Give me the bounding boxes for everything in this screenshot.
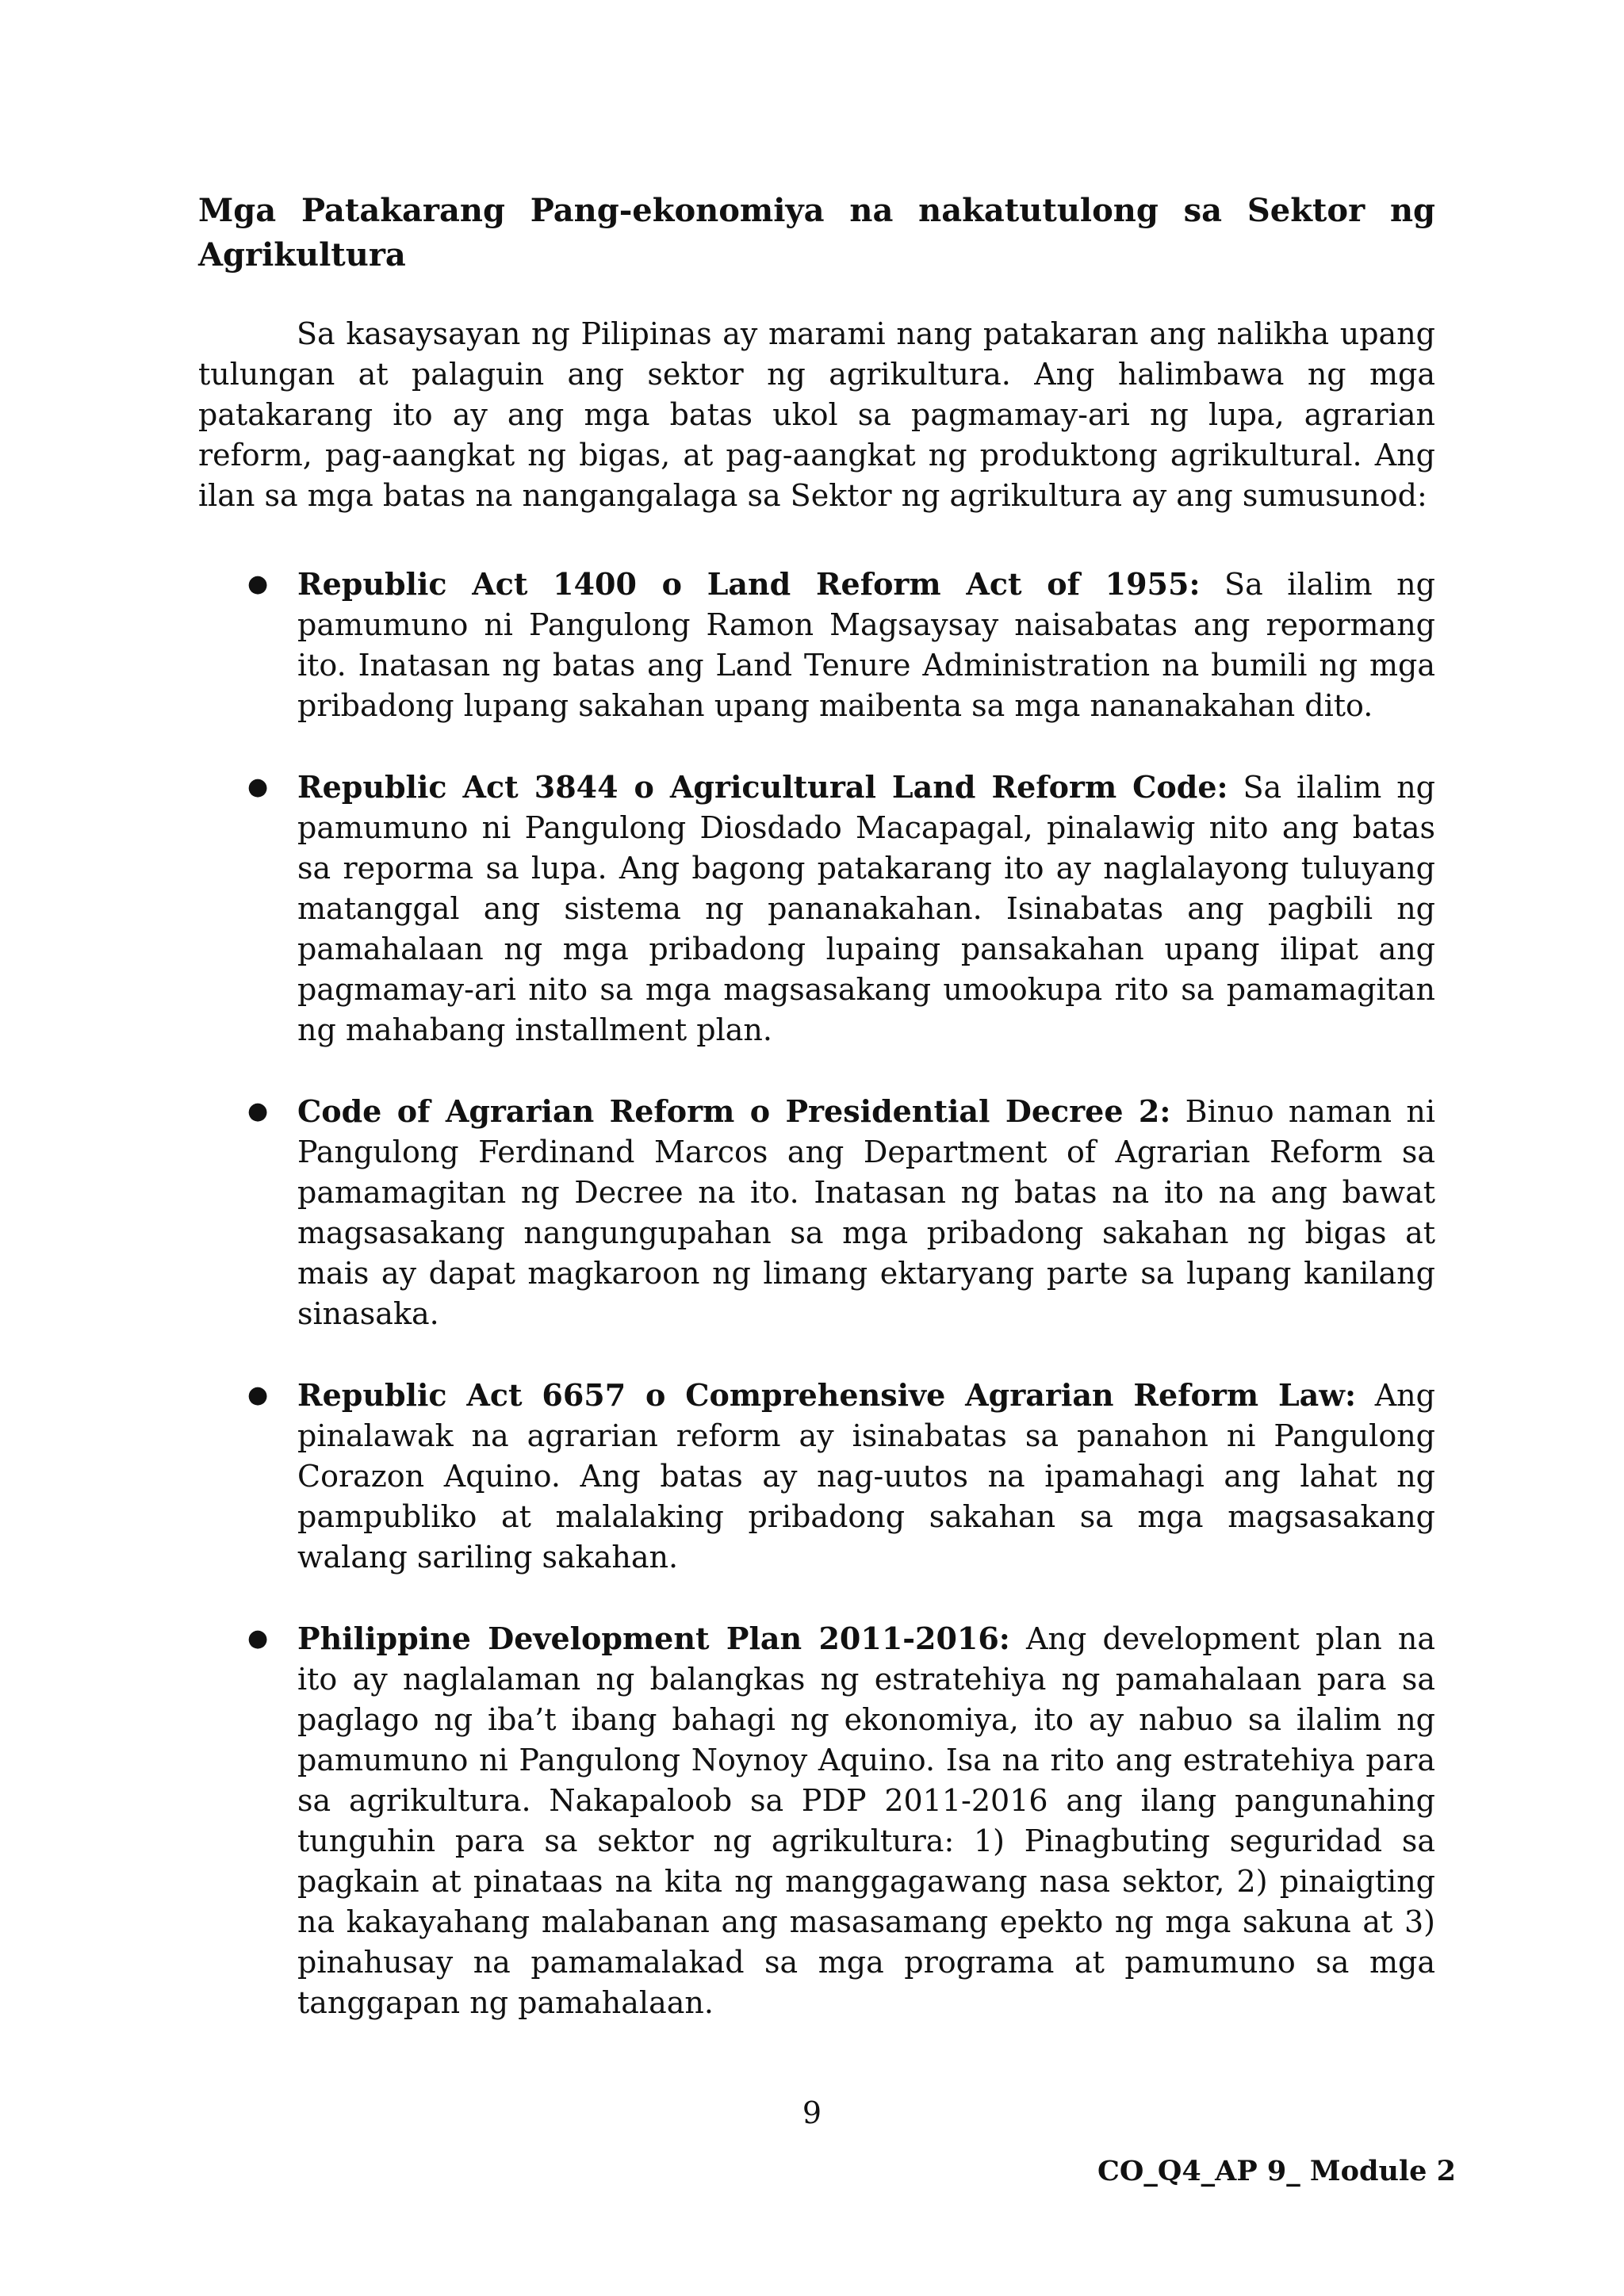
law-description: Binuo naman ni Pangulong Ferdinand Marcos ang Department of Agrarian Reform sa pamamagitan ng Decree na ito. Inatasan ng batas na ito na ang bawat magsasakang nangungupahan sa mga pribadong sakahan ng bigas at mais ay dapat magkaroon ng limang ektaryang parte sa lupang kanilang sinasaka.	[297, 1094, 1435, 1331]
intro-paragraph: Sa kasaysayan ng Pilipinas ay marami nang patakaran ang nalikha upang tulungan at palaguin ang sektor ng agrikultura. Ang halimbawa ng mga patakarang ito ay ang mga batas ukol sa pagmamay-ari ng lupa, agrarian reform, pag-aangkat ng bigas, at pag-aangkat ng produktong agrikultural. Ang ilan sa mga batas na nangangalaga sa Sektor ng agrikultura ay ang sumusunod:	[198, 316, 1435, 513]
law-description: Sa ilalim ng pamumuno ni Pangulong Ramon Magsaysay naisabatas ang repormang ito. Inatasan ng batas ang Land Tenure Administration na bumili ng mga pribadong lupang sakahan upang maibenta sa mga nananakahan dito.	[297, 567, 1435, 723]
law-description: Sa ilalim ng pamumuno ni Pangulong Diosdado Macapagal, pinalawig nito ang batas sa reporma sa lupa. Ang bagong patakarang ito ay naglalayong tuluyang matanggal ang sistema ng pananakahan. Isinabatas ang pagbili ng pamahalaan ng mga pribadong lupaing pansakahan upang ilipat ang pagmamay-ari nito sa mga magsasakang umookupa rito sa pamamagitan ng mahabang installment plan.	[297, 770, 1435, 1047]
law-title: Republic Act 1400 o Land Reform Act of 1955:	[297, 566, 1201, 602]
law-list	[198, 564, 1435, 2023]
section-title: Mga Patakarang Pang-ekonomiya na nakatutulong sa Sektor ng Agrikultura	[198, 192, 1435, 274]
law-title: Code of Agrarian Reform o Presidential Decree 2:	[297, 1093, 1171, 1129]
bullet-icon: ●	[247, 1381, 269, 1409]
bullet-icon: ●	[247, 1624, 269, 1652]
law-description: Ang development plan na ito ay naglalaman ng balangkas ng estratehiya ng pamahalaan para sa paglago ng iba’t ibang bahagi ng ekonomiya, ito ay nabuo sa ilalim ng pamumuno ni Pangulong Noynoy Aquino. Isa na rito ang estratehiya para sa agrikultura. Nakapaloob sa PDP 2011-2016 ang ilang pangunahing tunguhin para sa sektor ng agrikultura: 1) Pinagbuting seguridad sa pagkain at pinataas na kita ng manggagawang nasa sektor, 2) pinaigting na kakayahang malabanan ang masasamang epekto ng mga sakuna at 3) pinahusay na pamamalakad sa mga programa at pamumuno sa mga tanggapan ng pamahalaan.	[297, 1621, 1435, 2020]
bullet-icon: ●	[247, 570, 269, 598]
module-code: CO_Q4_AP 9_ Module 2	[1097, 2155, 1456, 2187]
page-number: 9	[802, 2095, 822, 2130]
bullet-icon: ●	[247, 773, 269, 801]
page-content	[198, 189, 1435, 2064]
bullet-icon: ●	[247, 1097, 269, 1125]
list-item	[198, 1375, 1435, 1578]
list-item	[198, 564, 1435, 726]
law-description: Ang pinalawak na agrarian reform ay isinabatas sa panahon ni Pangulong Corazon Aquino. Ang batas ay nag-uutos na ipamahagi ang lahat ng pampubliko at malalaking pribadong sakahan sa mga magsasakang walang sariling sakahan.	[297, 1378, 1435, 1575]
law-title: Philippine Development Plan 2011-2016:	[297, 1621, 1010, 1656]
list-item	[198, 1618, 1435, 2023]
law-title: Republic Act 3844 o Agricultural Land Reform Code:	[297, 769, 1228, 805]
list-item	[198, 767, 1435, 1050]
list-item	[198, 1091, 1435, 1334]
law-title: Republic Act 6657 o Comprehensive Agrarian Reform Law:	[297, 1377, 1357, 1413]
